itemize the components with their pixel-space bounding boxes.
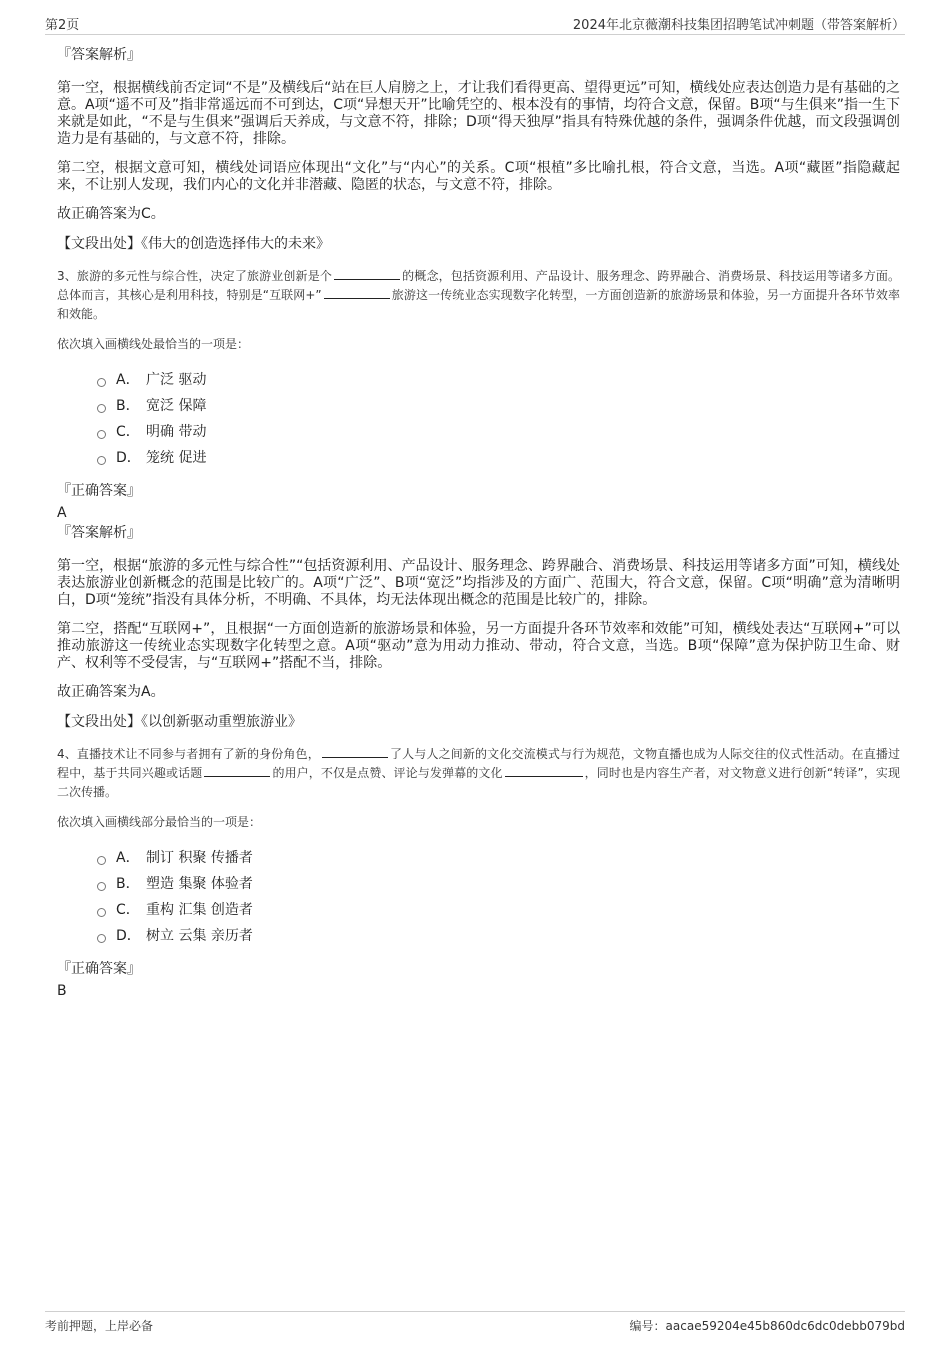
q4-blank-2 xyxy=(204,764,270,777)
q3-answer-label: 『正确答案』 xyxy=(57,483,141,499)
q3-answer-value: A xyxy=(57,505,67,521)
q2-source-title: 《伟大的创造选择伟大的未来》 xyxy=(141,236,330,252)
q4-option-d[interactable] xyxy=(97,922,900,948)
q3-text-part1: 3、旅游的多元性与综合性，决定了旅游业创新是个 xyxy=(57,269,332,283)
q3-blank-1 xyxy=(334,267,400,280)
q2-analysis-p1: 第一空，根据横线前否定词“不是”及横线后“站在巨人肩膀之上，才让我们看得更高、望得更远”可知，横线处应表达创造力是有基础的之意。A项“遥不可及”指非常遥远而不可到达，C项“异想天开”比喻凭空的、根本没有的事情，均符合文意，保留。B项“与生俱来”指一生下来就是如此，“不是与生俱来”强调后天养成，与文意不符，排除；D项“得天独厚”指具有特殊优越的条件，强调条件优越，而文段强调创造力是有基础的，与文意不符，排除。 xyxy=(57,80,900,147)
option-letter: A． xyxy=(116,372,140,388)
q2-analysis-p2: 第二空，根据文意可知，横线处词语应体现出“文化”与“内心”的关系。C项“根植”多比喻扎根，符合文意，当选。A项“藏匿”指隐藏起来，不让别人发现，我们内心的文化并非潜藏、隐匿的状态，与文意不符，排除。 xyxy=(57,160,900,193)
q4-answer-value: B xyxy=(57,983,67,999)
option-letter: D． xyxy=(116,450,141,466)
q4-text-part3: 的用户，不仅是点赞、评论与发弹幕的文化 xyxy=(272,766,503,780)
option-text: 重构 汇集 创造者 xyxy=(146,902,253,918)
radio-icon[interactable] xyxy=(97,882,106,891)
q4-blank-1 xyxy=(322,745,388,758)
q3-analysis-label: 『答案解析』 xyxy=(57,525,141,541)
option-text: 制订 积聚 传播者 xyxy=(146,850,253,866)
q3-option-a[interactable] xyxy=(97,366,900,392)
radio-icon[interactable] xyxy=(97,404,106,413)
q4-option-c[interactable] xyxy=(97,896,900,922)
footer-code xyxy=(630,1317,905,1334)
q3-text-part2: 的概念，包括资源利用、产品设计、服务理念、跨界融合、消费场景、科技运用等诸多方面。总体而言，其核心是利用科技，特别是“互联网+” xyxy=(57,269,900,302)
option-text: 广泛 驱动 xyxy=(146,372,207,388)
option-letter: B． xyxy=(116,398,140,414)
option-text: 明确 带动 xyxy=(146,424,207,440)
q4-options xyxy=(97,844,900,948)
page-content xyxy=(57,46,900,1002)
q3-option-d[interactable] xyxy=(97,444,900,470)
footer-code-label: 编号： xyxy=(629,1319,666,1333)
q3-option-b[interactable] xyxy=(97,392,900,418)
option-letter: C． xyxy=(116,902,140,918)
q4-text-part2: 了人与人之间新的文化交流模式与行为规范，文物直播也成为人际交往的仪式性活动。在直播过程中，基于共同兴趣或话题 xyxy=(57,747,900,780)
q3-source xyxy=(57,713,900,731)
q2-source xyxy=(57,235,900,253)
q3-question-text xyxy=(57,267,900,324)
q2-source-prefix: 【文段出处】 xyxy=(57,236,141,252)
footer-slogan: 考前押题，上岸必备 xyxy=(45,1319,154,1333)
footer-code-value: aacae59204e45b860dc6dc0debb079bd xyxy=(665,1319,905,1333)
page-header xyxy=(45,14,905,35)
q3-analysis-p1: 第一空，根据“旅游的多元性与综合性”“包括资源利用、产品设计、服务理念、跨界融合、消费场景、科技运用等诸多方面”可知，横线处表达旅游业创新概念的范围是比较广的。A项“广泛”、B项“宽泛”均指涉及的方面广、范围大，符合文意，保留。C项“明确”意为清晰明白，D项“笼统”指没有具体分析，不明确、不具体，均无法体现出概念的范围是比较广的，排除。 xyxy=(57,558,900,608)
q4-prompt: 依次填入画横线部分最恰当的一项是： xyxy=(57,815,262,829)
q3-analysis-p3: 故正确答案为A。 xyxy=(57,684,165,700)
q2-analysis-label: 『答案解析』 xyxy=(57,47,141,63)
q4-answer-label: 『正确答案』 xyxy=(57,961,141,977)
q3-blank-2 xyxy=(324,286,390,299)
q3-source-title: 《以创新驱动重塑旅游业》 xyxy=(141,714,302,730)
option-letter: B． xyxy=(116,876,140,892)
q3-prompt: 依次填入画横线处最恰当的一项是： xyxy=(57,337,250,351)
q3-source-prefix: 【文段出处】 xyxy=(57,714,141,730)
radio-icon[interactable] xyxy=(97,378,106,387)
q4-option-b[interactable] xyxy=(97,870,900,896)
q4-text-part1: 4、直播技术让不同参与者拥有了新的身份角色， xyxy=(57,747,320,761)
q4-text-part4: ，同时也是内容生产者，对文物意义进行创新“转译”，实现二次传播。 xyxy=(57,766,900,799)
radio-icon[interactable] xyxy=(97,934,106,943)
option-text: 笼统 促进 xyxy=(146,450,207,466)
option-text: 塑造 集聚 体验者 xyxy=(146,876,253,892)
radio-icon[interactable] xyxy=(97,430,106,439)
option-text: 宽泛 保障 xyxy=(146,398,207,414)
q4-option-a[interactable] xyxy=(97,844,900,870)
radio-icon[interactable] xyxy=(97,908,106,917)
q4-blank-3 xyxy=(505,764,583,777)
q3-analysis-p2: 第二空，搭配“互联网+”，且根据“一方面创造新的旅游场景和体验，另一方面提升各环节效率和效能”可知，横线处表达“互联网+”可以推动旅游这一传统业态实现数字化转型之意。A项“驱动”意为用动力推动、带动，符合文意，当选。B项“保障”意为保护防卫生命、财产、权利等不受侵害，与“互联网+”搭配不当，排除。 xyxy=(57,621,900,671)
q3-option-c[interactable] xyxy=(97,418,900,444)
page-number: 第2页 xyxy=(45,18,80,33)
radio-icon[interactable] xyxy=(97,856,106,865)
page-footer xyxy=(45,1311,905,1334)
q4-question-text xyxy=(57,745,900,802)
q2-analysis-p3: 故正确答案为C。 xyxy=(57,206,165,222)
radio-icon[interactable] xyxy=(97,456,106,465)
q3-options xyxy=(97,366,900,470)
q3-text-part3: 旅游这一传统业态实现数字化转型，一方面创造新的旅游场景和体验，另一方面提升各环节效率和效能。 xyxy=(57,288,900,321)
option-text: 树立 云集 亲历者 xyxy=(146,928,253,944)
option-letter: D． xyxy=(116,928,141,944)
document-title: 2024年北京薇潮科技集团招聘笔试冲刺题（带答案解析） xyxy=(572,18,905,33)
option-letter: A． xyxy=(116,850,140,866)
option-letter: C． xyxy=(116,424,140,440)
